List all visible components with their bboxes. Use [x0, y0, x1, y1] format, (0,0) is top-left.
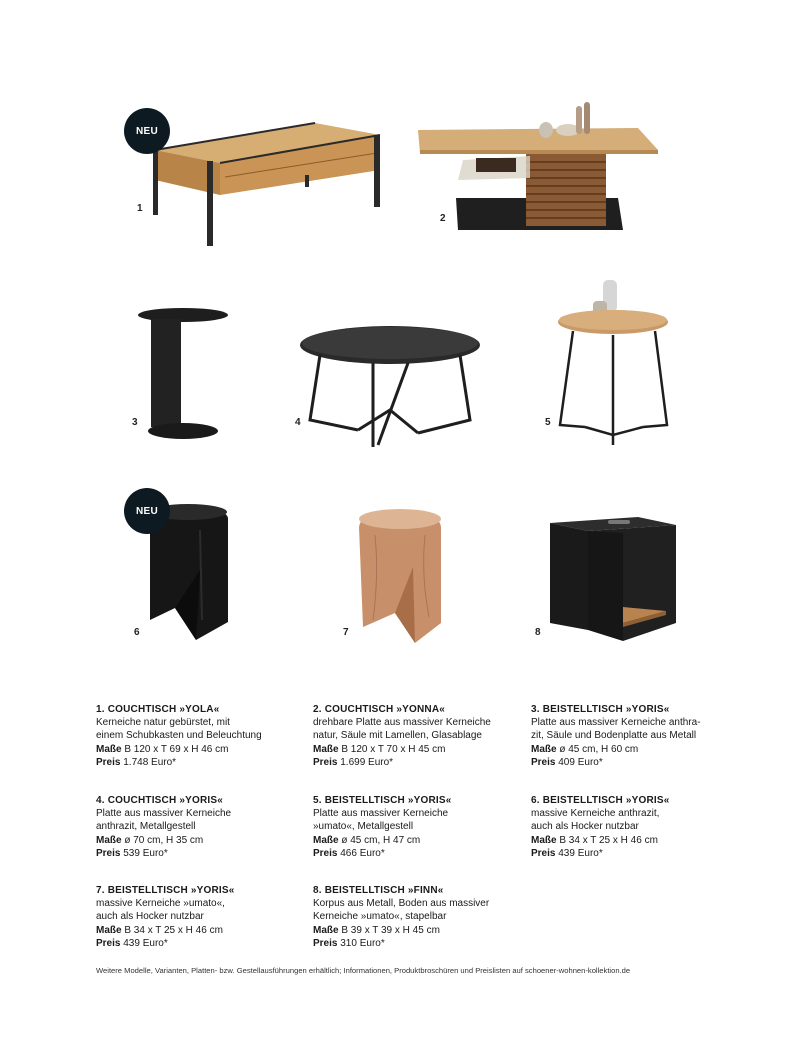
product-title: 6. BEISTELLTISCH »YORIS« [531, 795, 670, 806]
footer-note: Weitere Modelle, Varianten, Platten- bzw. Gestellausführungen erhältlich; Informationen, Produktbroschüren und Preislisten auf schoener-wohnen-kollektion.de [96, 966, 631, 975]
image-number-3: 3 [132, 417, 138, 428]
price-label: Preis [531, 756, 556, 768]
product-desc: Korpus aus Metall, Boden aus massiver [313, 898, 490, 910]
image-number-4: 4 [295, 417, 301, 428]
size-label: Maße [96, 924, 122, 936]
product-size [96, 924, 306, 937]
product-image-yola-coffee-table [145, 115, 385, 250]
product-desc: massive Kerneiche anthrazit, [531, 808, 660, 820]
product-desc: Platte aus massiver Kerneiche [313, 808, 449, 820]
size-label: Maße [313, 743, 339, 755]
product-image-yoris-side-table-umato [555, 275, 675, 450]
product-desc: Platte aus massiver Kerneiche anthra- [531, 717, 701, 729]
product-title: 1. COUCHTISCH »YOLA« [96, 704, 220, 715]
price-label: Preis [313, 937, 338, 949]
product-desc: drehbare Platte aus massiver Kerneiche [313, 717, 491, 729]
size-value: B 39 x T 39 x H 45 cm [341, 924, 440, 936]
product-price [313, 756, 523, 769]
product-info-2 [313, 703, 523, 769]
product-info-7 [96, 884, 306, 950]
price-label: Preis [313, 847, 338, 859]
product-price [96, 937, 306, 950]
size-value: ø 45 cm, H 47 cm [341, 834, 421, 846]
product-size [531, 834, 741, 847]
product-desc: »umato«, Metallgestell [313, 821, 414, 833]
image-number-1: 1 [137, 203, 143, 214]
new-badge [124, 108, 170, 154]
product-image-yoris-coffee-table [298, 325, 483, 455]
product-title: 3. BEISTELLTISCH »YORIS« [531, 704, 670, 715]
size-value: ø 45 cm, H 60 cm [559, 743, 639, 755]
product-title: 5. BEISTELLTISCH »YORIS« [313, 795, 452, 806]
product-price [531, 756, 741, 769]
product-desc: Kerneiche natur gebürstet, mit [96, 717, 230, 729]
new-badge [124, 488, 170, 534]
product-desc: anthrazit, Metallgestell [96, 821, 196, 833]
image-number-6: 6 [134, 627, 140, 638]
image-number-7: 7 [343, 627, 349, 638]
product-info-6 [531, 794, 741, 860]
price-value: 409 Euro* [558, 756, 603, 768]
price-value: 1.699 Euro* [340, 756, 394, 768]
product-image-yoris-stool-umato [355, 505, 450, 650]
price-value: 466 Euro* [340, 847, 385, 859]
size-value: B 120 x T 69 x H 46 cm [124, 743, 229, 755]
size-value: B 34 x T 25 x H 46 cm [559, 834, 658, 846]
new-badge-label: NEU [135, 125, 158, 137]
product-info-5 [313, 794, 523, 860]
price-label: Preis [96, 847, 121, 859]
price-value: 310 Euro* [340, 937, 385, 949]
product-size [96, 834, 306, 847]
product-desc: einem Schubkasten und Beleuchtung [96, 730, 262, 742]
product-price [313, 847, 523, 860]
product-desc: natur, Säule mit Lamellen, Glasablage [313, 730, 482, 742]
size-value: ø 70 cm, H 35 cm [124, 834, 204, 846]
product-title: 2. COUCHTISCH »YONNA« [313, 704, 445, 715]
product-title: 7. BEISTELLTISCH »YORIS« [96, 885, 235, 896]
product-price [96, 847, 306, 860]
product-price [96, 756, 306, 769]
product-title: 4. COUCHTISCH »YORIS« [96, 795, 224, 806]
product-info-8 [313, 884, 523, 950]
price-value: 539 Euro* [123, 847, 168, 859]
product-image-yoris-side-table-pedestal [135, 305, 235, 445]
price-label: Preis [313, 756, 338, 768]
size-value: B 34 x T 25 x H 46 cm [124, 924, 223, 936]
size-label: Maße [531, 743, 557, 755]
product-price [531, 847, 741, 860]
product-image-finn-side-table [548, 515, 678, 645]
size-label: Maße [96, 743, 122, 755]
price-label: Preis [96, 937, 121, 949]
product-size [531, 743, 741, 756]
product-size [313, 743, 523, 756]
price-label: Preis [531, 847, 556, 859]
image-number-2: 2 [440, 213, 446, 224]
price-value: 1.748 Euro* [123, 756, 177, 768]
product-info-1 [96, 703, 306, 769]
price-value: 439 Euro* [123, 937, 168, 949]
image-number-8: 8 [535, 627, 541, 638]
product-desc: zit, Säule und Bodenplatte aus Metall [531, 730, 697, 742]
size-label: Maße [96, 834, 122, 846]
product-image-yonna-coffee-table [418, 98, 663, 238]
product-info-3 [531, 703, 741, 769]
size-value: B 120 x T 70 x H 45 cm [341, 743, 446, 755]
product-desc: auch als Hocker nutzbar [96, 911, 204, 923]
new-badge-label: NEU [135, 505, 158, 517]
product-desc: auch als Hocker nutzbar [531, 821, 639, 833]
product-desc: Kerneiche »umato«, stapelbar [313, 911, 447, 923]
size-label: Maße [313, 924, 339, 936]
product-title: 8. BEISTELLTISCH »FINN« [313, 885, 444, 896]
product-desc: massive Kerneiche »umato«, [96, 898, 225, 910]
product-info-4 [96, 794, 306, 860]
product-desc: Platte aus massiver Kerneiche [96, 808, 232, 820]
size-label: Maße [313, 834, 339, 846]
product-price [313, 937, 523, 950]
product-size [96, 743, 306, 756]
product-size [313, 924, 523, 937]
price-label: Preis [96, 756, 121, 768]
price-value: 439 Euro* [558, 847, 603, 859]
size-label: Maße [531, 834, 557, 846]
product-size [313, 834, 523, 847]
image-number-5: 5 [545, 417, 551, 428]
